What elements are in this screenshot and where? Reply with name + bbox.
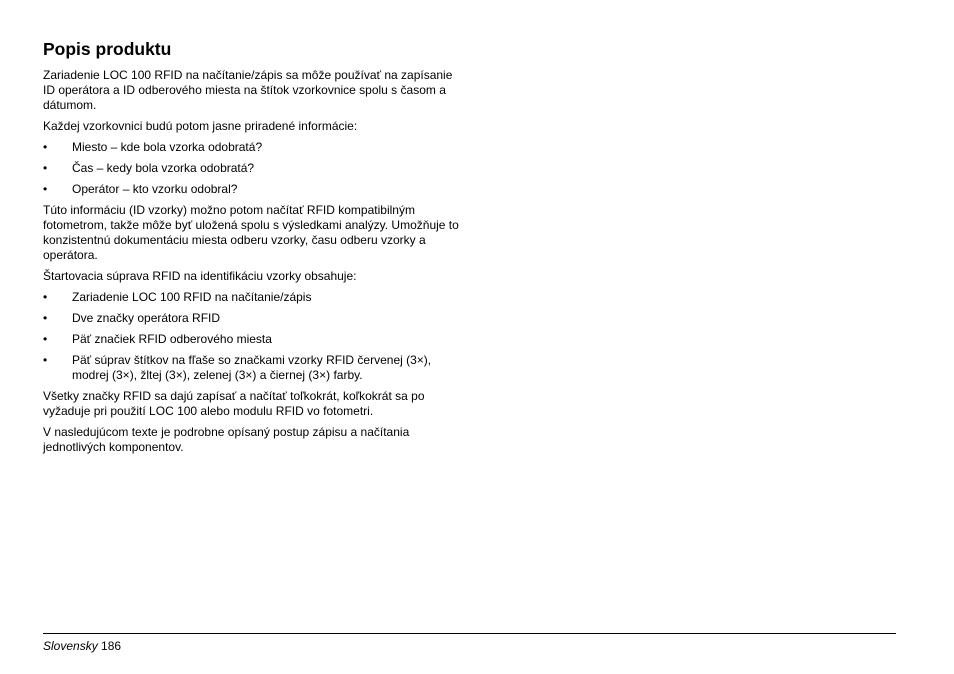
info-intro-paragraph: Každej vzorkovnici budú potom jasne priradené informácie: <box>43 119 358 133</box>
list-item <box>43 332 463 347</box>
footer-divider <box>43 633 896 634</box>
list-item <box>43 353 463 383</box>
list-item-text: Päť súprav štítkov na fľaše so značkami vzorky RFID červenej (3×), modrej (3×), žltej (3×), zelenej (3×) a čiernej (3×) farby. <box>72 353 432 382</box>
bullet-icon: • <box>43 140 48 154</box>
info-list <box>43 140 463 197</box>
list-item-text: Dve značky operátora RFID <box>72 311 221 325</box>
list-item-text: Päť značiek RFID odberového miesta <box>72 332 272 346</box>
kit-contents-paragraph: Štartovacia súprava RFID na identifikáciu vzorky obsahuje: <box>43 269 357 283</box>
kit-contents-list <box>43 290 463 383</box>
list-item <box>43 182 463 197</box>
page-footer <box>43 639 121 654</box>
bullet-icon: • <box>43 182 48 196</box>
intro-paragraph: Zariadenie LOC 100 RFID na načítanie/zápis sa môže používať na zapísanie ID operátora a ID odberového miesta na štítok vzorkovnice spolu s časom a dátumom. <box>43 68 453 112</box>
list-item <box>43 140 463 155</box>
following-text-paragraph: V nasledujúcom texte je podrobne opísaný postup zápisu a načítania jednotlivých komponentov. <box>43 425 410 454</box>
sample-id-paragraph: Túto informáciu (ID vzorky) možno potom načítať RFID kompatibilným fotometrom, takže môže byť uložená spolu s výsledkami analýzy. Umožňuje to konzistentnú dokumentáciu miesta odberu vzorky, času odberu vzorky a operátora. <box>43 203 459 262</box>
bullet-icon: • <box>43 311 48 325</box>
bullet-icon: • <box>43 290 48 304</box>
main-content <box>43 38 463 461</box>
list-item-text: Miesto – kde bola vzorka odobratá? <box>72 140 263 154</box>
list-item-text: Čas – kedy bola vzorka odobratá? <box>72 161 255 175</box>
footer-language: Slovensky <box>43 639 98 653</box>
list-item-text: Operátor – kto vzorku odobral? <box>72 182 238 196</box>
bullet-icon: • <box>43 353 48 367</box>
page-number: 186 <box>101 639 122 653</box>
bullet-icon: • <box>43 332 48 346</box>
section-title: Popis produktu <box>43 39 172 59</box>
list-item <box>43 161 463 176</box>
list-item <box>43 311 463 326</box>
list-item-text: Zariadenie LOC 100 RFID na načítanie/zápis <box>72 290 312 304</box>
bullet-icon: • <box>43 161 48 175</box>
list-item <box>43 290 463 305</box>
rfid-rewrite-paragraph: Všetky značky RFID sa dajú zapísať a načítať toľkokrát, koľkokrát sa po vyžaduje pri použití LOC 100 alebo modulu RFID vo fotometri. <box>43 389 425 418</box>
